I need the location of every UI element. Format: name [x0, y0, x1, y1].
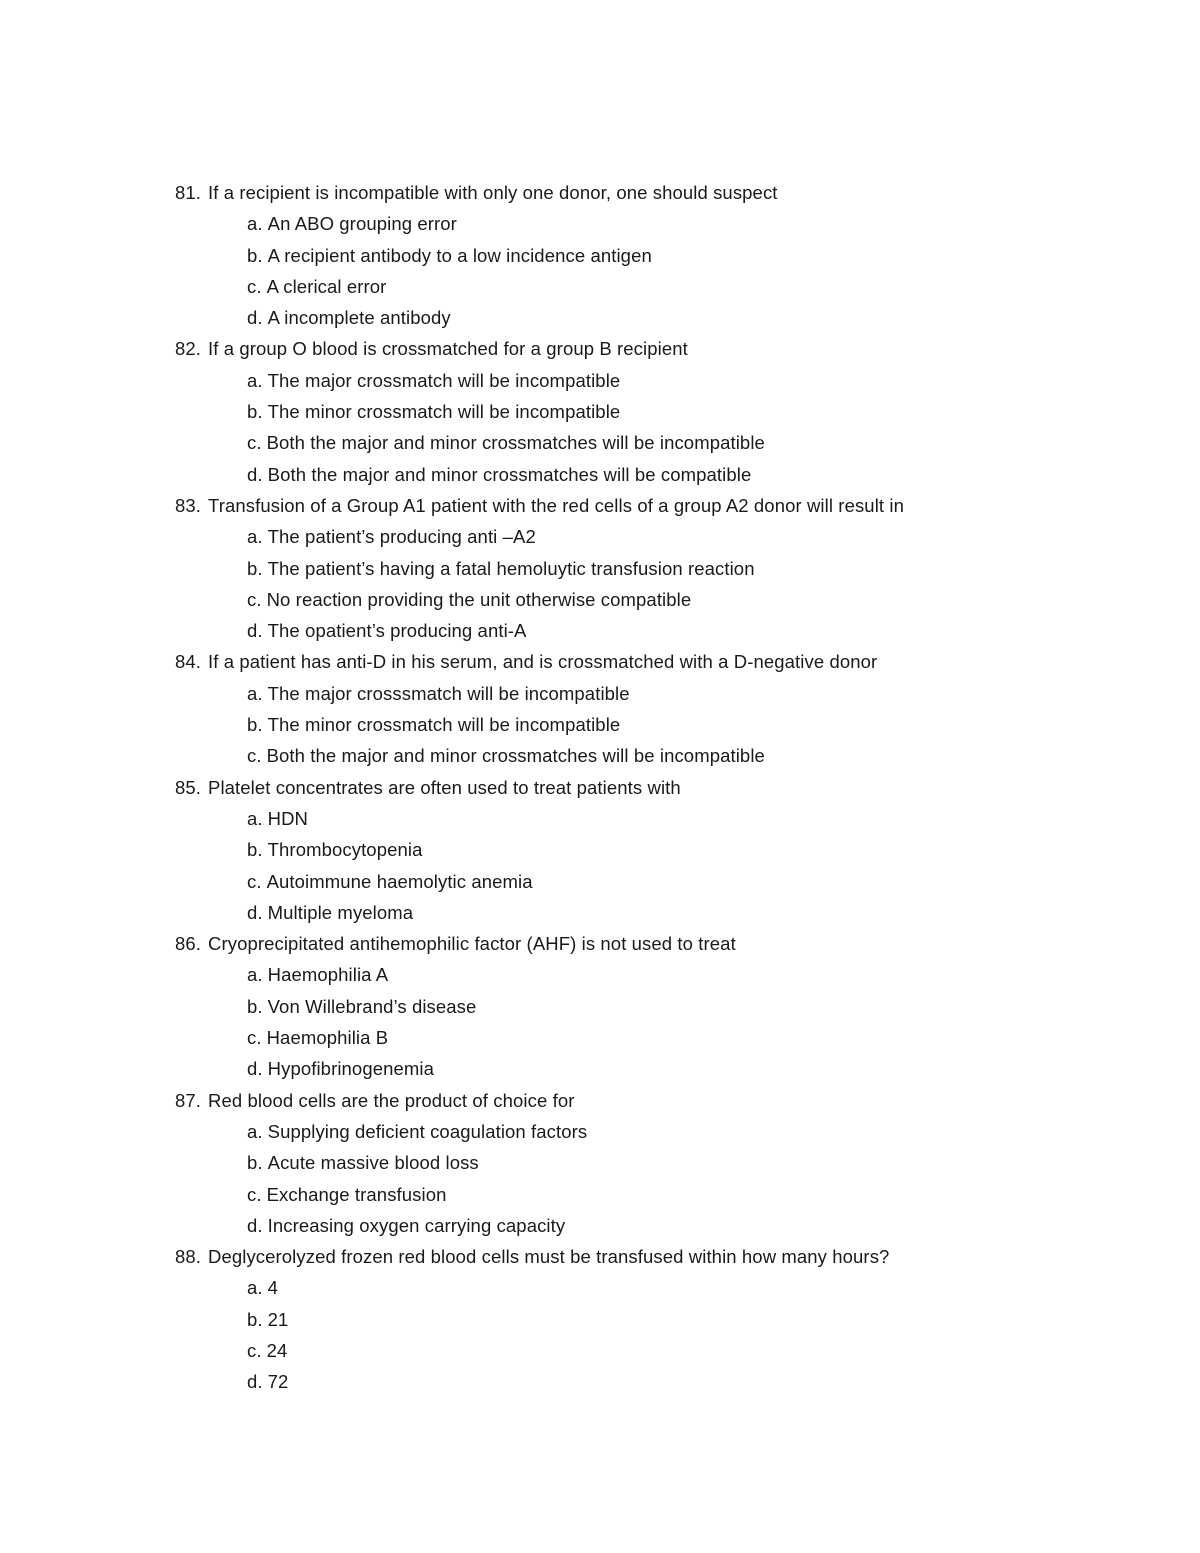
question-8	[175, 1241, 1165, 1397]
answer-option	[247, 208, 1165, 239]
question-number: 83.	[175, 494, 202, 516]
question-stem	[175, 772, 1165, 803]
option-text: The opatient’s producing anti-A	[267, 620, 527, 642]
question-stem	[175, 490, 1165, 521]
option-letter: d.	[247, 307, 263, 329]
answer-options	[175, 1116, 1165, 1241]
option-letter: b.	[247, 401, 263, 423]
option-text: The minor crossmatch will be incompatible	[267, 401, 621, 423]
answer-option	[247, 740, 1165, 771]
question-number: 87.	[175, 1089, 202, 1111]
answer-option	[247, 1179, 1165, 1210]
question-stem	[175, 646, 1165, 677]
answer-option	[247, 1366, 1165, 1397]
answer-option	[247, 1116, 1165, 1147]
option-text: The minor crossmatch will be incompatible	[267, 714, 621, 736]
question-text: Red blood cells are the product of choice for	[208, 1089, 575, 1111]
question-text: If a recipient is incompatible with only one donor, one should suspect	[208, 182, 778, 203]
option-letter: b.	[247, 1152, 263, 1174]
question-5	[175, 772, 1165, 928]
option-letter: c.	[247, 588, 262, 610]
answer-option	[247, 834, 1165, 865]
option-letter: b.	[247, 557, 263, 579]
option-letter: a.	[247, 213, 263, 235]
answer-option	[247, 427, 1165, 458]
option-letter: a.	[247, 682, 263, 704]
option-letter: d.	[247, 1371, 263, 1393]
answer-option	[247, 1304, 1165, 1335]
answer-option	[247, 959, 1165, 990]
answer-option	[247, 521, 1165, 552]
answer-option	[247, 866, 1165, 897]
question-4	[175, 646, 1165, 771]
option-letter: c.	[247, 870, 262, 892]
option-text: Both the major and minor crossmatches will be compatible	[267, 463, 752, 485]
answer-option	[247, 584, 1165, 615]
question-3	[175, 490, 1165, 646]
answer-option	[247, 709, 1165, 740]
question-7	[175, 1085, 1165, 1241]
option-letter: c.	[247, 745, 262, 767]
answer-options	[175, 208, 1165, 333]
answer-option	[247, 302, 1165, 333]
option-letter: d.	[247, 1058, 263, 1080]
option-text: Both the major and minor crossmatches will be incompatible	[266, 745, 765, 767]
option-letter: c.	[247, 1339, 262, 1361]
option-text: Both the major and minor crossmatches will be incompatible	[266, 432, 765, 454]
answer-option	[247, 1022, 1165, 1053]
answer-option	[247, 396, 1165, 427]
answer-option	[247, 459, 1165, 490]
option-text: Acute massive blood loss	[267, 1152, 479, 1174]
question-text: Deglycerolyzed frozen red blood cells must be transfused within how many hours?	[208, 1246, 890, 1268]
option-letter: d.	[247, 620, 263, 642]
option-text: No reaction providing the unit otherwise compatible	[266, 588, 692, 610]
option-text: A incomplete antibody	[267, 307, 451, 329]
option-letter: a.	[247, 1277, 263, 1299]
question-stem	[175, 1085, 1165, 1116]
answer-options	[175, 959, 1165, 1084]
answer-option	[247, 271, 1165, 302]
question-number: 88.	[175, 1246, 202, 1268]
answer-options	[175, 521, 1165, 646]
option-text: Haemophilia B	[266, 1027, 389, 1049]
option-text: 21	[267, 1308, 289, 1330]
option-letter: b.	[247, 714, 263, 736]
question-text: If a patient has anti-D in his serum, and is crossmatched with a D-negative donor	[208, 651, 878, 673]
option-letter: d.	[247, 1214, 263, 1236]
option-text: Haemophilia A	[267, 964, 389, 986]
option-text: Exchange transfusion	[266, 1183, 447, 1205]
question-text: Platelet concentrates are often used to treat patients with	[208, 776, 681, 798]
answer-option	[247, 1210, 1165, 1241]
option-letter: a.	[247, 526, 263, 548]
option-letter: a.	[247, 1120, 263, 1142]
answer-options	[175, 803, 1165, 928]
option-letter: b.	[247, 839, 263, 861]
question-stem	[175, 177, 1165, 208]
option-letter: a.	[247, 964, 263, 986]
option-text: A recipient antibody to a low incidence antigen	[267, 244, 652, 266]
question-number: 81.	[175, 182, 202, 203]
question-number: 84.	[175, 651, 202, 673]
answer-option	[247, 678, 1165, 709]
answer-option	[247, 365, 1165, 396]
answer-option	[247, 553, 1165, 584]
option-letter: a.	[247, 369, 263, 391]
option-text: An ABO grouping error	[267, 213, 457, 235]
answer-options	[175, 1272, 1165, 1397]
option-text: HDN	[267, 807, 309, 829]
question-text: Cryoprecipitated antihemophilic factor (AHF) is not used to treat	[208, 933, 736, 955]
option-text: Thrombocytopenia	[267, 839, 423, 861]
option-text: The patient’s producing anti –A2	[267, 526, 536, 548]
question-list	[175, 177, 1165, 1398]
option-letter: c.	[247, 1183, 262, 1205]
option-letter: b.	[247, 1308, 263, 1330]
option-letter: b.	[247, 995, 263, 1017]
option-text: A clerical error	[266, 275, 387, 297]
question-number: 85.	[175, 776, 202, 798]
option-text: 72	[267, 1371, 289, 1393]
answer-options	[175, 365, 1165, 490]
answer-option	[247, 803, 1165, 834]
option-letter: b.	[247, 244, 263, 266]
answer-option	[247, 1053, 1165, 1084]
option-text: Supplying deficient coagulation factors	[267, 1120, 588, 1142]
answer-option	[247, 615, 1165, 646]
option-letter: d.	[247, 463, 263, 485]
option-text: Von Willebrand’s disease	[267, 995, 477, 1017]
option-text: Autoimmune haemolytic anemia	[266, 870, 533, 892]
option-text: 4	[267, 1277, 279, 1299]
option-text: The patient’s having a fatal hemoluytic transfusion reaction	[267, 557, 755, 579]
option-letter: a.	[247, 807, 263, 829]
question-stem	[175, 928, 1165, 959]
question-6	[175, 928, 1165, 1084]
question-stem	[175, 1241, 1165, 1272]
answer-option	[247, 897, 1165, 928]
question-text: Transfusion of a Group A1 patient with the red cells of a group A2 donor will result in	[208, 494, 904, 516]
option-letter: d.	[247, 901, 263, 923]
question-2	[175, 333, 1165, 489]
answer-option	[247, 240, 1165, 271]
option-text: Increasing oxygen carrying capacity	[267, 1214, 566, 1236]
option-text: 24	[266, 1339, 288, 1361]
option-letter: c.	[247, 275, 262, 297]
answer-option	[247, 991, 1165, 1022]
question-1	[175, 177, 1165, 333]
question-number: 86.	[175, 933, 202, 955]
option-letter: c.	[247, 1027, 262, 1049]
option-text: Hypofibrinogenemia	[267, 1058, 434, 1080]
option-text: The major crossmatch will be incompatible	[267, 369, 621, 391]
question-text: If a group O blood is crossmatched for a group B recipient	[208, 338, 688, 360]
question-stem	[175, 333, 1165, 364]
answer-option	[247, 1272, 1165, 1303]
answer-option	[247, 1147, 1165, 1178]
question-number: 82.	[175, 338, 202, 360]
answer-options	[175, 678, 1165, 772]
option-text: The major crosssmatch will be incompatible	[267, 682, 630, 704]
option-text: Multiple myeloma	[267, 901, 414, 923]
answer-option	[247, 1335, 1165, 1366]
option-letter: c.	[247, 432, 262, 454]
